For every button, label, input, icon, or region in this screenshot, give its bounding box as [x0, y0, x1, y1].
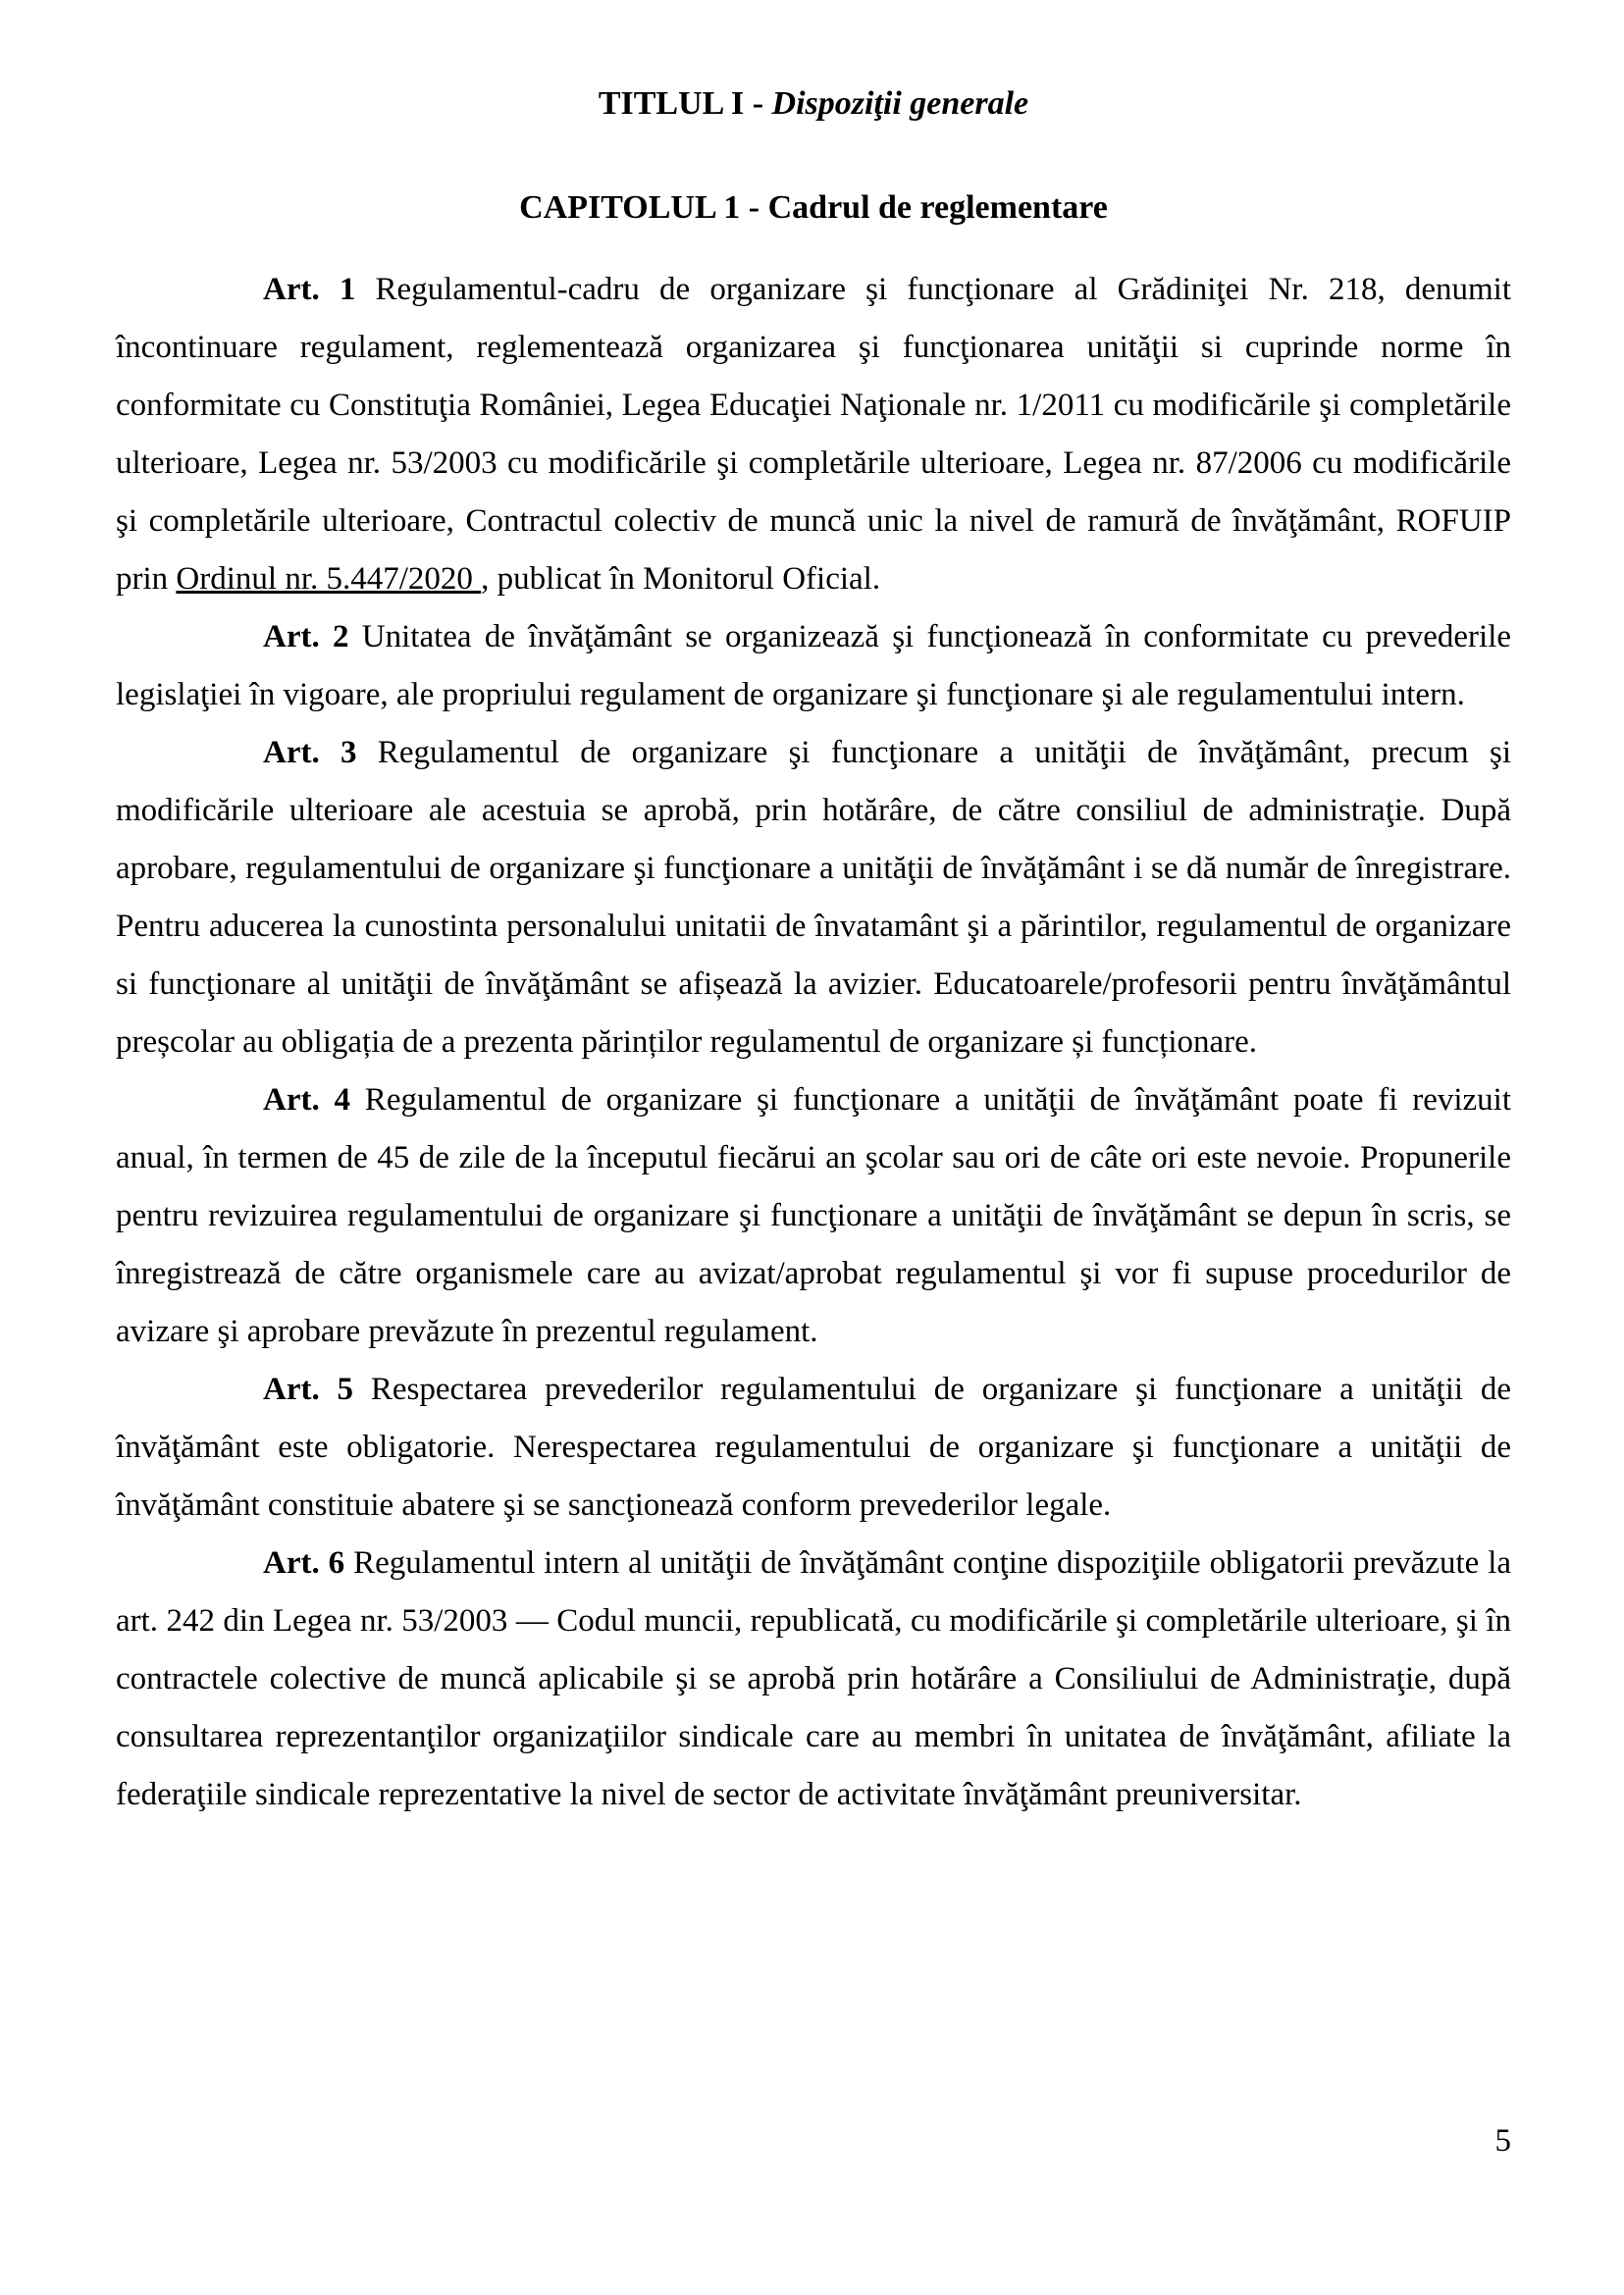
article-paragraph-art-1: [116, 261, 1520, 608]
article-label: Art. 5: [263, 1372, 354, 1407]
text-run: Regulamentul intern al unităţii de învăţământ conţine dispoziţiile obligatorii prevăzute la art. 242 din Legea nr. 53/2003 — Codul muncii, republicată, cu modificările şi completările ulterioare, şi în contractele colective de muncă aplicabile şi se aprobă prin hotărâre a Consiliului de Administraţie, după consultarea reprezentanţilor organizaţiilor sindicale care au membri în unitatea de învăţământ, afiliate la federaţiile sindicale reprezentative la nivel de sector de activitate învăţământ preuniversitar.: [116, 1545, 1520, 1812]
article-paragraphs: [116, 261, 1520, 1824]
article-label: Art. 3: [263, 735, 357, 770]
article-label: Art. 4: [263, 1082, 351, 1118]
chapter-heading: CAPITOLUL 1 - Cadrul de reglementare: [519, 189, 1108, 226]
text-run: Respectarea prevederilor regulamentului de organizare şi funcţionare a unităţii de învăţământ este obligatorie. Nerespectarea regulamentului de organizare şi funcţionare a unităţii de învăţământ constituie abatere şi se sancţionează conform prevederilor legale.: [116, 1372, 1520, 1523]
article-label: Art. 6: [263, 1545, 345, 1581]
document-title: [116, 75, 1511, 132]
page-number: 5: [1494, 2123, 1511, 2159]
text-run: Regulamentul de organizare şi funcţionare a unităţii de învăţământ, precum şi modificările ulterioare ale acestuia se aprobă, prin hotărâre, de către consiliul de administraţie. După aprobare, regulamentului de organizare şi funcţionare a unităţii de învăţământ i se dă număr de înregistrare. Pentru aducerea la cunostinta personalului unitatii de învatamânt şi a părintilor, regulamentul de organizare si funcţionare al unităţii de învăţământ se afișează la avizier. Educatoarele/profesorii pentru învăţământul preșcolar au obligația de a prezenta părinților regulamentul de organizare și funcționare.: [116, 735, 1520, 1060]
text-run: , publicat în Monitorul Oficial.: [481, 561, 881, 597]
underlined-reference: Ordinul nr. 5.447/2020: [176, 561, 482, 597]
text-run: Regulamentul-cadru de organizare şi funcţionare al Grădiniţei Nr. 218, denumit încontinuare regulament, reglementează organizarea şi funcţionarea unităţii si cuprinde norme în conformitate cu Constituţia României, Legea Educaţiei Naţionale nr. 1/2011 cu modificările şi completările ulterioare, Legea nr. 53/2003 cu modificările şi completările ulterioare, Legea nr. 87/2006 cu modificările şi completările ulterioare, Contractul colectiv de muncă unic la nivel de ramură de învăţământ, ROFUIP prin: [116, 272, 1520, 597]
text-run: Unitatea de învăţământ se organizează şi funcţionează în conformitate cu prevederile legislaţiei în vigoare, ale propriului regulament de organizare şi funcţionare şi ale regulamentului intern.: [116, 619, 1520, 712]
article-label: Art. 1: [263, 272, 356, 307]
document-title-prefix: TITLUL I -: [598, 85, 772, 122]
text-run: Regulamentul de organizare şi funcţionare a unităţii de învăţământ poate fi revizuit anual, în termen de 45 de zile de la începutul fiecărui an şcolar sau ori de câte ori este nevoie. Propunerile pentru revizuirea regulamentului de organizare şi funcţionare a unităţii de învăţământ se depun în scris, se înregistrează de către organismele care au avizat/aprobat regulamentul şi vor fi supuse procedurilor de avizare şi aprobare prevăzute în prezentul regulament.: [116, 1082, 1520, 1349]
article-paragraph-art-5: [116, 1361, 1520, 1535]
document-title-emphasis: Dispoziţii generale: [771, 85, 1029, 122]
article-paragraph-art-4: [116, 1071, 1520, 1361]
article-paragraph-art-3: [116, 724, 1520, 1071]
article-paragraph-art-2: [116, 608, 1520, 724]
article-paragraph-art-6: [116, 1535, 1520, 1824]
article-label: Art. 2: [263, 619, 349, 654]
